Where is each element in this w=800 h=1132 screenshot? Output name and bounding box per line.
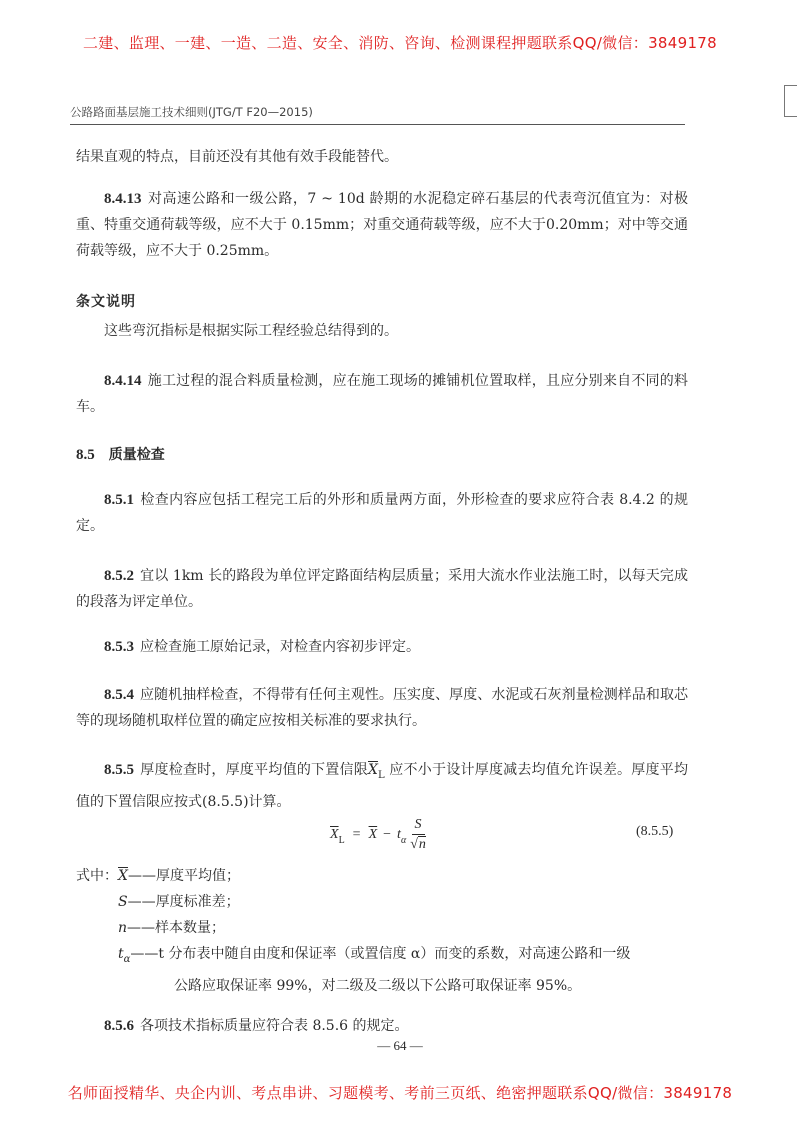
def-row-s <box>76 889 696 915</box>
clause-number: 8.5.5 <box>104 762 134 778</box>
def-text-n: ——样本数量； <box>127 920 226 936</box>
clause-text-2: 应不小于设计厚度减去均值允许误差。厚度平均值的下置信限应按式(8.5.5)计算。 <box>76 762 688 810</box>
def-text-s: ——厚度标准差； <box>127 894 240 910</box>
formula-x-bar-2: $\overline{X}$ <box>368 827 378 842</box>
subscript-l: L <box>377 769 385 781</box>
clause-8-5-5 <box>76 757 688 815</box>
def-sub-alpha: α <box>123 953 131 965</box>
explanation-text: 这些弯沉指标是根据实际工程经验总结得到的。 <box>104 323 398 339</box>
paragraph-continuation: 结果直观的特点，目前还没有其他有效手段能替代。 <box>76 149 398 165</box>
formula-x-bar: $\overline{X}$ <box>330 827 339 842</box>
section-title: 质量检查 <box>108 447 165 463</box>
bottom-ad-banner: 名师面授精华、央企内训、考点串讲、习题模考、考前三页纸、绝密押题联系QQ/微信：3849178 <box>67 1084 733 1102</box>
page-number: — 64 — <box>377 1038 423 1053</box>
clause-8-5-1 <box>76 487 688 539</box>
def-sym-x: $\overline{X}$ <box>118 868 128 884</box>
def-row-n <box>76 915 696 941</box>
def-text-t-2: 公路应取保证率 99%，对二级及二级以下公路可取保证率 95%。 <box>174 977 582 994</box>
formula-fraction <box>410 816 426 855</box>
variable-definitions <box>76 863 696 999</box>
clause-text: 各项技术指标质量应符合表 8.5.6 的规定。 <box>140 1018 409 1034</box>
def-text-t: ——t 分布表中随自由度和保证率（或置信度 α）而变的系数，对高速公路和一级 <box>130 946 631 962</box>
clause-text: 宜以 1km 长的路段为单位评定路面结构层质量；采用大流水作业法施工时，以每天完成的段落为评定单位。 <box>76 568 688 610</box>
clause-text: 施工过程的混合料质量检测，应在施工现场的摊铺机位置取样，且应分别来自不同的料车。 <box>76 373 688 415</box>
clause-8-5-3 <box>76 634 688 660</box>
clause-number: 8.5.3 <box>104 639 134 655</box>
formula-t: t <box>397 827 401 842</box>
def-sym-s: S <box>118 894 128 910</box>
def-row-t-cont <box>76 973 696 999</box>
clause-number: 8.4.13 <box>104 191 142 207</box>
clause-8-4-13 <box>76 186 688 264</box>
clause-text: 厚度检查时，厚度平均值的下置信限 <box>140 762 368 778</box>
page-edge-tab <box>784 85 797 117</box>
section-heading-8-5 <box>76 444 165 464</box>
formula-denominator <box>410 835 426 855</box>
clause-text: 检查内容应包括工程完工后的外形和质量两方面，外形检查的要求应符合表 8.4.2 的规定。 <box>76 492 688 534</box>
top-ad-banner: 二建、监理、一建、一造、二造、安全、消防、咨询、检测课程押题联系QQ/微信：3849178 <box>83 34 717 52</box>
clause-number: 8.5.1 <box>104 492 134 508</box>
clause-8-5-2 <box>76 563 688 615</box>
clause-text: 应检查施工原始记录，对检查内容初步评定。 <box>140 639 420 655</box>
clause-number: 8.4.14 <box>104 373 142 389</box>
formula-numerator: S <box>412 816 425 835</box>
formula-sub-l: L <box>338 834 345 846</box>
symbol-x-bar: $\overline{X}$ <box>368 762 378 778</box>
def-row-x <box>76 863 696 889</box>
equation-number: (8.5.5) <box>636 824 674 839</box>
formula-equals: = <box>352 827 361 842</box>
def-text-x: ——厚度平均值； <box>127 868 240 884</box>
section-number: 8.5 <box>76 447 95 463</box>
clause-8-4-14 <box>76 368 688 420</box>
def-row-t <box>76 941 696 973</box>
sqrt-sign: √ <box>410 836 418 852</box>
clause-text: 应随机抽样检查，不得带有任何主观性。压实度、厚度、水泥或石灰剂量检测样品和取芯等的现场随机取样位置的确定应按相关标准的要求执行。 <box>76 687 688 729</box>
clause-text: 对高速公路和一级公路，7 ~ 10d 龄期的水泥稳定碎石基层的代表弯沉值宜为：对极重、特重交通荷载等级，应不大于 0.15mm；对重交通荷载等级，应不大于0.20mm；对中等交通荷载等级，应不大于 0.25mm。 <box>76 191 688 259</box>
formula-minus: − <box>383 827 392 842</box>
clause-8-5-6 <box>76 1013 688 1039</box>
def-sym-t: t <box>118 946 124 962</box>
clause-number: 8.5.6 <box>104 1018 134 1034</box>
running-header: 公路路面基层施工技术细则(JTG/T F20—2015) <box>70 104 685 125</box>
def-sym-n: n <box>118 920 128 936</box>
formula-sub-alpha: α <box>400 834 407 846</box>
clause-8-5-4 <box>76 682 688 734</box>
explanation-title: 条文说明 <box>76 294 136 310</box>
clause-number: 8.5.4 <box>104 687 134 703</box>
formula-n: n <box>418 836 426 852</box>
formula-8-5-5 <box>330 814 426 856</box>
clause-number: 8.5.2 <box>104 568 134 584</box>
defs-lead: 式中： <box>76 868 118 884</box>
